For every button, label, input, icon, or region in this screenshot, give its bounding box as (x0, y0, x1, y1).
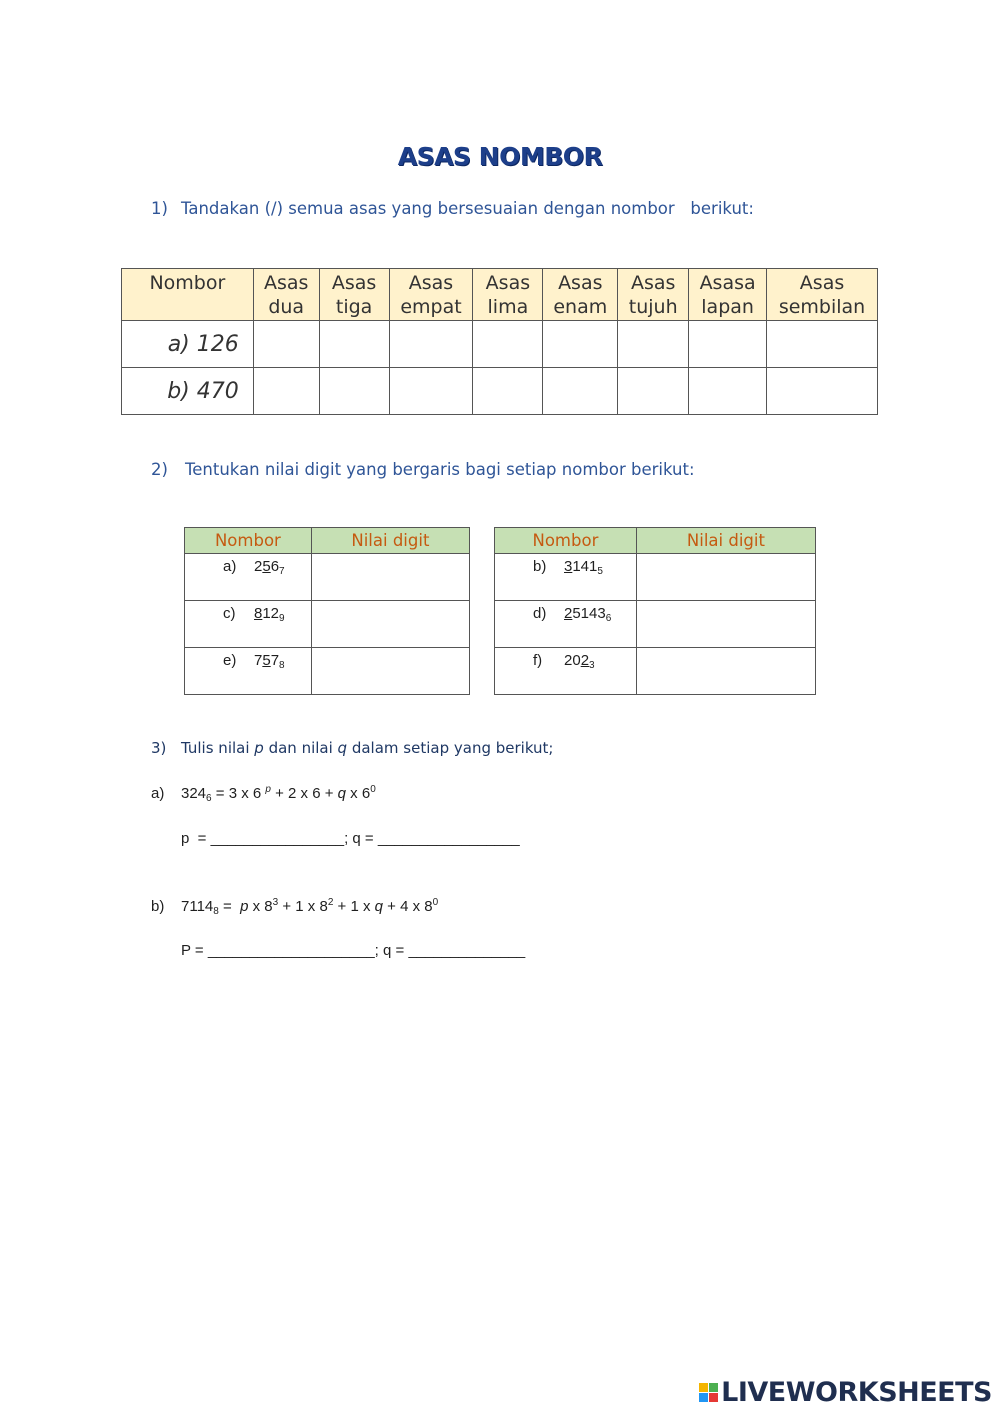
question-2 (151, 460, 695, 479)
header-asas-tiga: Asas tiga (319, 269, 389, 321)
table-row (495, 554, 816, 601)
header-asas-dua: Asas dua (253, 269, 319, 321)
equation-b: b) $7114_8 = p$ x $8^3 + 1$ x $8^2 + 1$ x q + 4 x $8^0$ (151, 897, 439, 917)
logo-square-icon (709, 1383, 718, 1392)
number-cell: a) $256_7$ (223, 558, 285, 577)
answer-cell[interactable] (253, 368, 319, 415)
header-asas-enam: Asas enam (543, 269, 618, 321)
table-row (185, 648, 470, 695)
number-cell: e) $757_8$ (223, 652, 285, 671)
answer-cell[interactable] (389, 321, 473, 368)
answer-cell[interactable] (767, 368, 878, 415)
answer-cell[interactable] (543, 321, 618, 368)
base-check-table (121, 268, 878, 415)
digit-table-left (184, 527, 470, 695)
table-row (122, 368, 878, 415)
question-3-number: 3) (151, 739, 167, 757)
header-nilai-digit: Nilai digit (311, 528, 469, 554)
answer-cell[interactable] (389, 368, 473, 415)
question-1-number: 1) (151, 199, 168, 218)
page-title: ASAS NOMBOR (397, 142, 603, 171)
equation-a: a) $324_6 = 3$ x 6 $^p$ + 2 x 6 + q x $6^0$ (151, 784, 376, 804)
header-asas-sembilan: Asas sembilan (767, 269, 878, 321)
answer-cell[interactable] (473, 321, 543, 368)
question-1 (151, 199, 754, 218)
header-nombor: Nombor (185, 528, 312, 554)
header-asas-lapan: Asasa lapan (689, 269, 767, 321)
answer-cell[interactable] (636, 554, 815, 601)
answer-cell[interactable] (319, 368, 389, 415)
answer-cell[interactable] (253, 321, 319, 368)
header-asas-lima: Asas lima (473, 269, 543, 321)
answer-cell[interactable] (618, 368, 689, 415)
table-row (185, 554, 470, 601)
logo-mark-icon (699, 1383, 718, 1402)
row-label-126: a) 126 (122, 321, 254, 368)
answer-cell[interactable] (473, 368, 543, 415)
answer-cell[interactable] (319, 321, 389, 368)
logo-square-icon (699, 1383, 708, 1392)
answer-cell[interactable] (689, 368, 767, 415)
number-cell: b) $3141_5$ (533, 558, 603, 577)
question-2-text: Tentukan nilai digit yang bergaris bagi setiap nombor berikut: (185, 460, 695, 479)
answer-cell[interactable] (636, 648, 815, 695)
table-row (495, 648, 816, 695)
question-2-number: 2) (151, 460, 168, 479)
answer-cell[interactable] (311, 648, 469, 695)
number-cell: c) $812_9$ (223, 605, 285, 624)
answer-cell[interactable] (636, 601, 815, 648)
answer-cell[interactable] (689, 321, 767, 368)
header-nombor: Nombor (122, 269, 254, 321)
answer-cell[interactable] (618, 321, 689, 368)
answer-cell[interactable] (767, 321, 878, 368)
answer-cell[interactable] (311, 601, 469, 648)
header-asas-tujuh: Asas tujuh (618, 269, 689, 321)
table-row (495, 601, 816, 648)
header-nombor: Nombor (495, 528, 637, 554)
table-row (122, 321, 878, 368)
digit-table-right (494, 527, 816, 695)
question-3: 3) Tulis nilai p dan nilai q dalam setiap yang berikut; (151, 739, 554, 757)
number-cell: d) $25143_6$ (533, 605, 612, 624)
table-header-row (122, 269, 878, 321)
logo-square-icon (709, 1393, 718, 1402)
answer-line-b[interactable]: P = ____________________; q = ______________ (181, 942, 526, 959)
row-label-470: b) 470 (122, 368, 254, 415)
answer-line-a[interactable]: p = ________________; q = _________________ (181, 830, 520, 847)
header-nilai-digit: Nilai digit (636, 528, 815, 554)
question-1-text: Tandakan (/) semua asas yang bersesuaian dengan nombor berikut: (181, 199, 754, 218)
logo-text: LIVEWORKSHEETS (721, 1377, 992, 1408)
answer-cell[interactable] (543, 368, 618, 415)
table-row (185, 601, 470, 648)
answer-cell[interactable] (311, 554, 469, 601)
logo-square-icon (699, 1393, 708, 1402)
liveworksheets-logo (699, 1377, 992, 1408)
header-asas-empat: Asas empat (389, 269, 473, 321)
number-cell: f) $202_3$ (533, 652, 595, 671)
